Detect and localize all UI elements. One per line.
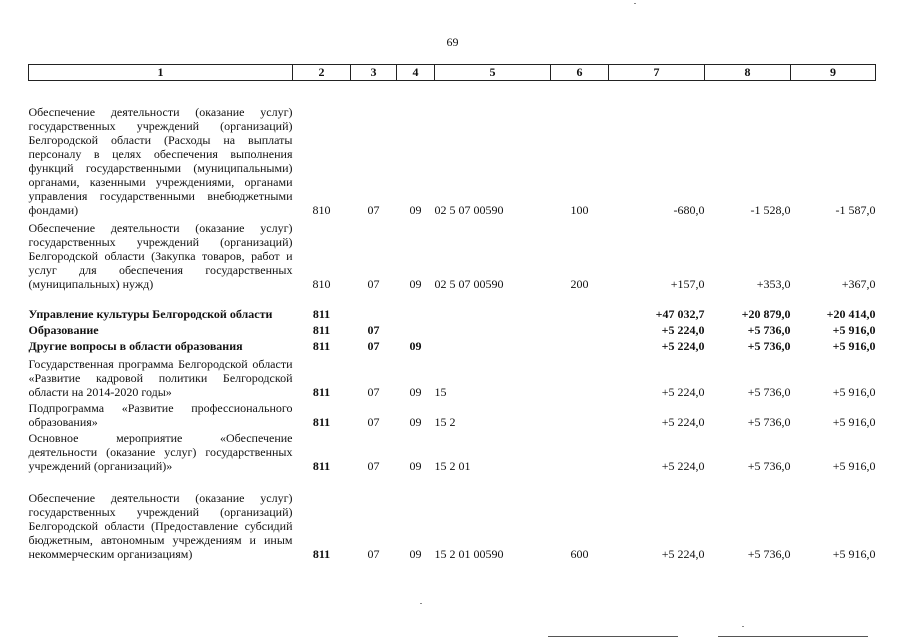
column-header: 7 [609,65,705,81]
scan-speck [420,603,422,604]
row-description: Основное мероприятие «Обеспечение деятельности (оказание услуг) государственных учреждений (организаций)» [28,431,293,473]
cell-amount-3: +367,0 [841,277,876,291]
cell-section: 07 [367,323,380,337]
cell-amount-1: +5 224,0 [661,547,705,561]
column-header: 2 [293,65,351,81]
page-number: 69 [446,35,459,49]
cell-amount-1: +47 032,7 [655,307,705,321]
cell-amount-1: +5 224,0 [661,339,705,353]
row-description: Обеспечение деятельности (оказание услуг) государственных учреждений (организаций) Белгородской области (Расходы на выплаты персоналу в целях обеспечения выполнения функций государственными (муниципальными) органами, казенными учреждениями, органами управления государственными внебюджетными фондами) [28,105,293,217]
header-row [29,65,876,81]
cell-subsection: 09 [409,277,422,291]
cell-expense-type [551,337,609,353]
cell-expense-type [551,399,609,429]
cell-amount-2: +5 736,0 [747,339,791,353]
cell-target-article: 15 2 [434,415,456,429]
cell-expense-type [551,429,609,473]
cell-amount-1: +5 224,0 [661,323,705,337]
cell-ministry: 811 [312,307,331,321]
row-description: Обеспечение деятельности (оказание услуг) государственных учреждений (организаций) Белгородской области (Предоставление субсидий бюджетным, автономным учреждениям и иным некоммерческим организациям) [28,491,293,561]
cell-amount-3: +5 916,0 [832,339,876,353]
cell-amount-3: +5 916,0 [832,323,876,337]
table-row [29,321,876,337]
column-header: 6 [551,65,609,81]
cell-amount-1: +157,0 [670,277,705,291]
scan-speck [634,3,636,4]
scan-line [718,636,868,637]
cell-target-article: 15 2 01 00590 [434,547,504,561]
table-row [29,473,876,561]
cell-subsection: 09 [409,415,422,429]
cell-target-article [435,291,551,321]
cell-amount-3: +5 916,0 [832,459,876,473]
cell-amount-2: +353,0 [756,277,791,291]
cell-target-article: 15 2 01 [434,459,471,473]
column-header: 3 [351,65,397,81]
cell-amount-3: +5 916,0 [832,547,876,561]
cell-ministry: 811 [312,459,331,473]
cell-section: 07 [367,415,380,429]
cell-amount-3: +5 916,0 [832,415,876,429]
cell-subsection [397,321,435,337]
row-description: Государственная программа Белгородской области «Развитие кадровой политики Белгородской области на 2014-2020 годы» [28,357,293,399]
cell-subsection: 09 [409,203,422,217]
cell-section: 07 [367,277,380,291]
budget-table [28,64,876,561]
column-header: 9 [791,65,876,81]
cell-target-article: 02 5 07 00590 [434,203,504,217]
column-header: 5 [435,65,551,81]
table-row [29,291,876,321]
cell-amount-2: +5 736,0 [747,459,791,473]
row-description: Другие вопросы в области образования [28,339,243,353]
cell-section: 07 [367,339,380,353]
cell-amount-2: +5 736,0 [747,415,791,429]
column-header: 1 [29,65,293,81]
table-row [29,429,876,473]
column-header: 4 [397,65,435,81]
row-description: Образование [28,323,99,337]
cell-expense-type: 200 [570,277,589,291]
cell-amount-2: +20 879,0 [741,307,791,321]
cell-subsection: 09 [409,385,422,399]
cell-amount-1: +5 224,0 [661,459,705,473]
cell-ministry: 811 [312,339,331,353]
column-header: 8 [705,65,791,81]
cell-expense-type: 600 [570,547,589,561]
cell-amount-3: +5 916,0 [832,385,876,399]
cell-section [351,291,397,321]
cell-amount-2: -1 528,0 [750,203,791,217]
cell-amount-1: +5 224,0 [661,415,705,429]
cell-amount-2: +5 736,0 [747,323,791,337]
cell-section: 07 [367,385,380,399]
cell-subsection [397,291,435,321]
table-row [29,81,876,218]
cell-amount-1: +5 224,0 [661,385,705,399]
cell-subsection: 09 [409,459,422,473]
cell-ministry: 811 [312,415,331,429]
cell-amount-2: +5 736,0 [747,547,791,561]
row-description: Подпрограмма «Развитие профессионального образования» [28,401,293,429]
cell-ministry: 811 [312,323,331,337]
cell-section: 07 [367,203,380,217]
cell-target-article [435,321,551,337]
cell-expense-type [551,321,609,337]
table-row [29,337,876,353]
cell-ministry: 810 [312,203,331,217]
cell-target-article [435,337,551,353]
row-description: Управление культуры Белгородской области [28,307,273,321]
cell-expense-type: 100 [570,203,589,217]
table-row [29,353,876,399]
row-description: Обеспечение деятельности (оказание услуг) государственных учреждений (организаций) Белгородской области (Закупка товаров, работ и услуг для обеспечения государственных (муниципальных) нужд) [28,221,293,291]
cell-target-article: 15 [434,385,447,399]
cell-expense-type [551,353,609,399]
cell-target-article: 02 5 07 00590 [434,277,504,291]
cell-amount-1: -680,0 [673,203,705,217]
table-row [29,217,876,291]
cell-section: 07 [367,459,380,473]
cell-section: 07 [367,547,380,561]
cell-amount-3: -1 587,0 [835,203,876,217]
scan-line [548,636,678,637]
cell-amount-3: +20 414,0 [826,307,876,321]
cell-ministry: 811 [312,547,331,561]
cell-subsection: 09 [409,339,422,353]
cell-subsection: 09 [409,547,422,561]
cell-expense-type [551,291,609,321]
table-row [29,399,876,429]
cell-ministry: 810 [312,277,331,291]
cell-amount-2: +5 736,0 [747,385,791,399]
scan-speck [742,626,744,627]
cell-ministry: 811 [312,385,331,399]
